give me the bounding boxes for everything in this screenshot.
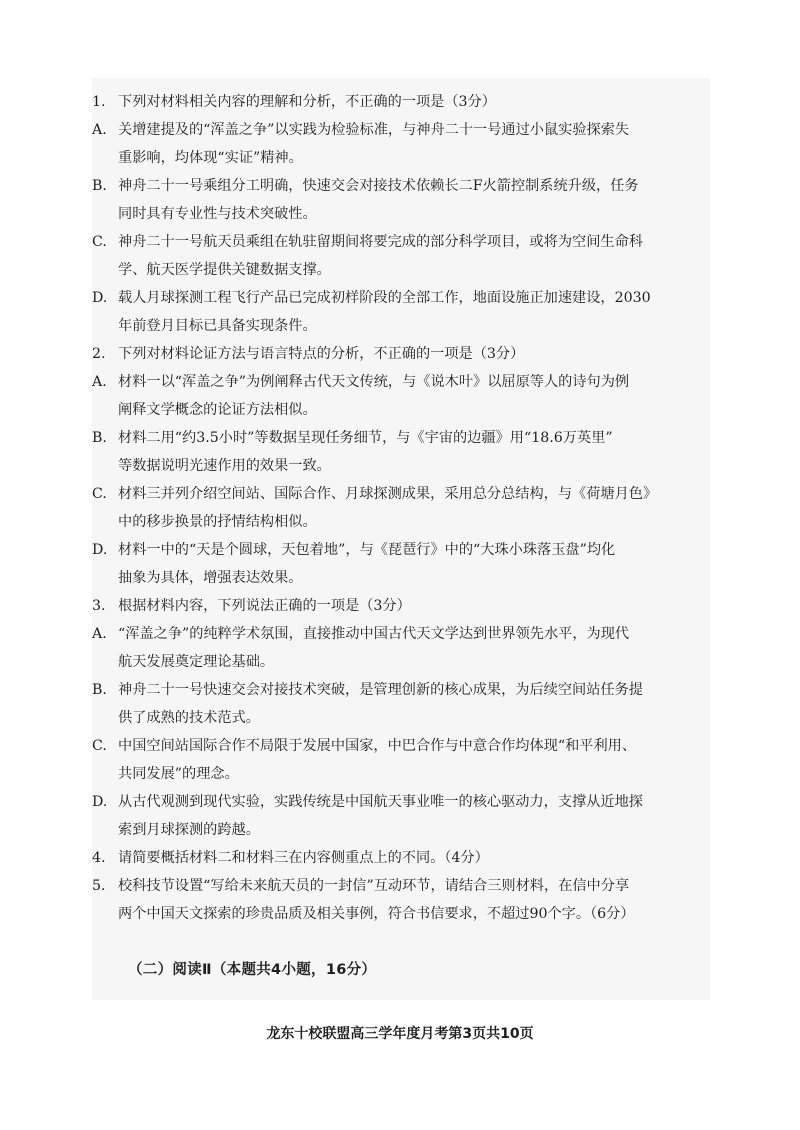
option-text: 材料二用“约3.5小时”等数据呈现任务细节，与《宇宙的边疆》用“18.6万英里” (118, 430, 613, 446)
option-text: 重影响，均体现“实证”精神。 (118, 150, 303, 166)
option-label: C. (92, 234, 107, 250)
option-2b-continued (92, 452, 712, 480)
question-text: 下列对材料相关内容的理解和分析，不正确的一项是（3分） (118, 94, 496, 110)
option-label: B. (92, 430, 107, 446)
question-text: 校科技节设置“写给未来航天员的一封信”互动环节，请结合三则材料，在信中分享 (118, 878, 630, 894)
option-label: C. (92, 486, 107, 502)
option-text: 航天发展奠定理论基础。 (118, 654, 275, 670)
option-2d (92, 536, 712, 564)
option-1b-continued (92, 200, 712, 228)
option-1c-continued (92, 256, 712, 284)
question-number: 5. (92, 878, 106, 894)
option-2c-continued (92, 508, 712, 536)
option-text: 学、航天医学提供关键数据支撑。 (118, 262, 331, 278)
option-1a (92, 116, 712, 144)
option-text: 同时具有专业性与技术突破性。 (118, 206, 317, 222)
option-text: 抽象为具体，增强表达效果。 (118, 570, 303, 586)
option-text: 从古代观测到现代实验，实践传统是中国航天事业唯一的核心驱动力，支撑从近地探 (118, 794, 643, 810)
option-2d-continued (92, 564, 712, 592)
option-label: B. (92, 682, 107, 698)
question-number: 4. (92, 850, 106, 866)
option-3a (92, 620, 712, 648)
option-text: 年前登月目标已具备实现条件。 (118, 318, 317, 334)
option-text: 关增建提及的“浑盖之争”以实践为检验标准，与神舟二十一号通过小鼠实验探索失 (118, 122, 630, 138)
option-text: 共同发展”的理念。 (118, 766, 239, 782)
option-label: B. (92, 178, 107, 194)
option-text: “浑盖之争”的纯粹学术氛围，直接推动中国古代天文学达到世界领先水平，为现代 (118, 626, 630, 642)
option-text: 神舟二十一号乘组分工明确，快速交会对接技术依赖长二F火箭控制系统升级，任务 (118, 178, 639, 194)
option-3d-continued (92, 816, 712, 844)
option-text: 中的移步换景的抒情结构相似。 (118, 514, 317, 530)
option-text: 材料三并列介绍空间站、国际合作、月球探测成果，采用总分总结构，与《荷塘月色》 (118, 486, 658, 502)
option-3a-continued (92, 648, 712, 676)
question-1-stem (92, 88, 712, 116)
option-3d (92, 788, 712, 816)
option-label: A. (92, 374, 107, 390)
option-text: 材料一以“浑盖之争”为例阐释古代天文传统，与《说木叶》以屈原等人的诗句为例 (118, 374, 630, 390)
option-3c-continued (92, 760, 712, 788)
question-text: 根据材料内容，下列说法正确的一项是（3分） (118, 598, 411, 614)
question-5-continued (92, 900, 712, 928)
option-2c (92, 480, 712, 508)
option-text: 等数据说明光速作用的效果一致。 (118, 458, 331, 474)
option-text: 神舟二十一号快速交会对接技术突破，是管理创新的核心成果，为后续空间站任务提 (118, 682, 643, 698)
option-text: 中国空间站国际合作不局限于发展中国家，中巴合作与中意合作均体现“和平利用、 (118, 738, 637, 754)
option-1b (92, 172, 712, 200)
section-heading: （二）阅读Ⅱ（本题共4小题，16分） (128, 962, 377, 978)
option-2b (92, 424, 712, 452)
question-number: 3. (92, 598, 106, 614)
option-1c (92, 228, 712, 256)
question-3-stem (92, 592, 712, 620)
option-text: 材料一中的“天是个圆球，天包着地”，与《琵琶行》中的“大珠小珠落玉盘”均化 (118, 542, 616, 558)
option-1d-continued (92, 312, 712, 340)
question-text: 请简要概括材料二和材料三在内容侧重点上的不同。（4分） (118, 850, 489, 866)
option-text: 供了成熟的技术范式。 (118, 710, 260, 726)
questions-block (92, 88, 712, 928)
option-label: A. (92, 626, 107, 642)
option-text: 神舟二十一号航天员乘组在轨驻留期间将要完成的部分科学项目，或将为空间生命科 (118, 234, 643, 250)
page-footer: 龙东十校联盟高三学年度月考第3页共10页 (266, 1026, 534, 1042)
question-number: 2. (92, 346, 106, 362)
option-2a (92, 368, 712, 396)
question-4 (92, 844, 712, 872)
option-label: D. (92, 794, 108, 810)
option-label: A. (92, 122, 107, 138)
option-1d (92, 284, 712, 312)
option-1a-continued (92, 144, 712, 172)
question-5 (92, 872, 712, 900)
option-3b-continued (92, 704, 712, 732)
question-2-stem (92, 340, 712, 368)
option-label: D. (92, 542, 108, 558)
option-3b (92, 676, 712, 704)
question-number: 1. (92, 94, 106, 110)
option-3c (92, 732, 712, 760)
option-label: D. (92, 290, 108, 306)
question-text: 下列对材料论证方法与语言特点的分析，不正确的一项是（3分） (118, 346, 525, 362)
option-text: 索到月球探测的跨越。 (118, 822, 260, 838)
option-label: C. (92, 738, 107, 754)
option-text: 载人月球探测工程飞行产品已完成初样阶段的全部工作，地面设施正加速建设，2030 (118, 290, 651, 306)
option-text: 阐释文学概念的论证方法相似。 (118, 402, 317, 418)
question-text: 两个中国天文探索的珍贵品质及相关事例，符合书信要求，不超过90个字。（6分） (118, 906, 635, 922)
option-2a-continued (92, 396, 712, 424)
